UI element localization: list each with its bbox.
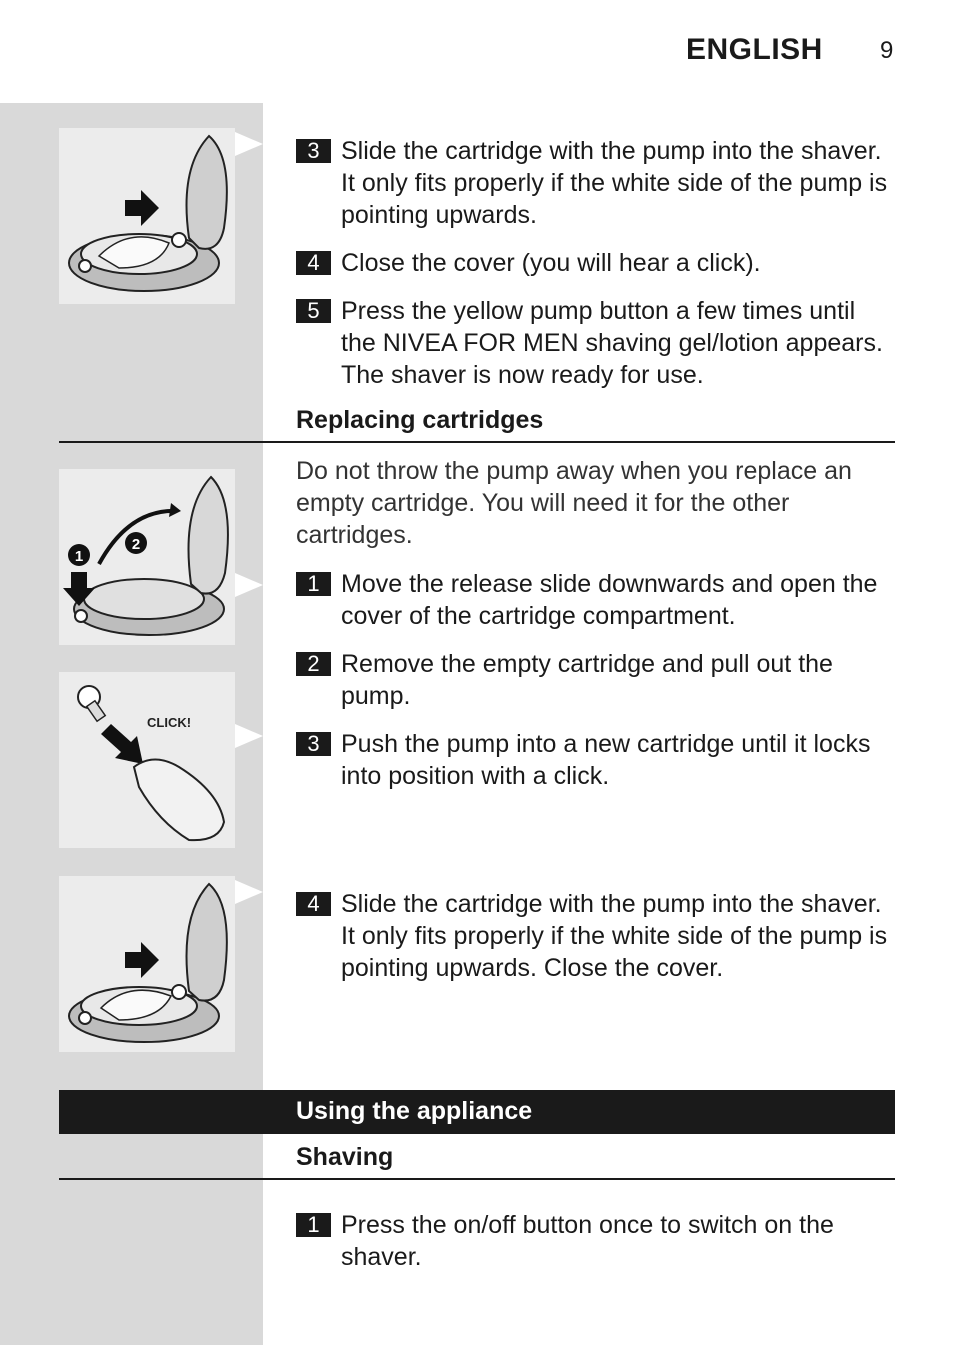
figure-pointer [235,880,263,904]
figure-pump-click [59,672,235,848]
arrow-icon [125,942,159,978]
figure-pointer [235,573,263,597]
shaver-open-illustration [59,128,235,304]
step-number: 4 [296,892,331,916]
step-number: 1 [296,572,331,596]
step-text: Slide the cartridge with the pump into the shaver. It only fits properly if the white side of the pump is pointing upwards. Close the cover. [341,890,888,982]
step-item [296,568,896,632]
section-title: Using the appliance [296,1097,533,1125]
click-label: CLICK! [147,715,192,730]
step-number: 5 [296,299,331,323]
step-item [296,728,896,792]
step-text: Press the yellow pump button a few times until the NIVEA FOR MEN shaving gel/lotion appears. The shaver is now ready for use. [341,297,883,389]
pump-cartridge-illustration [59,672,235,848]
step-text: Close the cover (you will hear a click). [341,249,761,277]
step-text: Move the release slide downwards and open the cover of the cartridge compartment. [341,570,878,630]
step-text: Slide the cartridge with the pump into the shaver. It only fits properly if the white side of the pump is pointing upwards. [341,137,888,229]
replacing-note: Do not throw the pump away when you replace an empty cartridge. You will need it for the other cartridges. [296,457,852,549]
figure-pointer [235,132,263,156]
step-number: 3 [296,139,331,163]
step-text: Press the on/off button once to switch on the shaver. [341,1211,834,1271]
step-item [296,1209,896,1273]
step-text: Remove the empty cartridge and pull out the pump. [341,650,833,710]
section-divider [59,1178,895,1180]
replacing-cartridges-heading: Replacing cartridges [296,406,544,434]
arrow-icon [125,190,159,226]
step-item [296,295,896,391]
shaver-slide-illustration [59,876,235,1052]
page-number: 9 [880,37,894,64]
section-divider [59,441,895,443]
figure-slide-cartridge [59,876,235,1052]
step-number: 4 [296,251,331,275]
figure-open-cover [59,469,235,645]
figure-pointer [235,724,263,748]
marker-2-label: 2 [131,536,141,553]
step-item [296,135,896,231]
step-item [296,648,896,712]
section-title-bar [59,1090,895,1134]
step-number: 3 [296,732,331,756]
step-item [296,247,896,279]
step-text: Push the pump into a new cartridge until it locks into position with a click. [341,730,871,790]
shaving-heading: Shaving [296,1143,394,1171]
language-header: ENGLISH [686,33,823,66]
step-number: 2 [296,652,331,676]
marker-1-label: 1 [74,548,84,565]
step-item [296,888,896,984]
step-number: 1 [296,1213,331,1237]
shaver-open-cover-illustration [59,469,235,645]
arrow-icon [101,724,143,764]
figure-insert-cartridge [59,128,235,304]
